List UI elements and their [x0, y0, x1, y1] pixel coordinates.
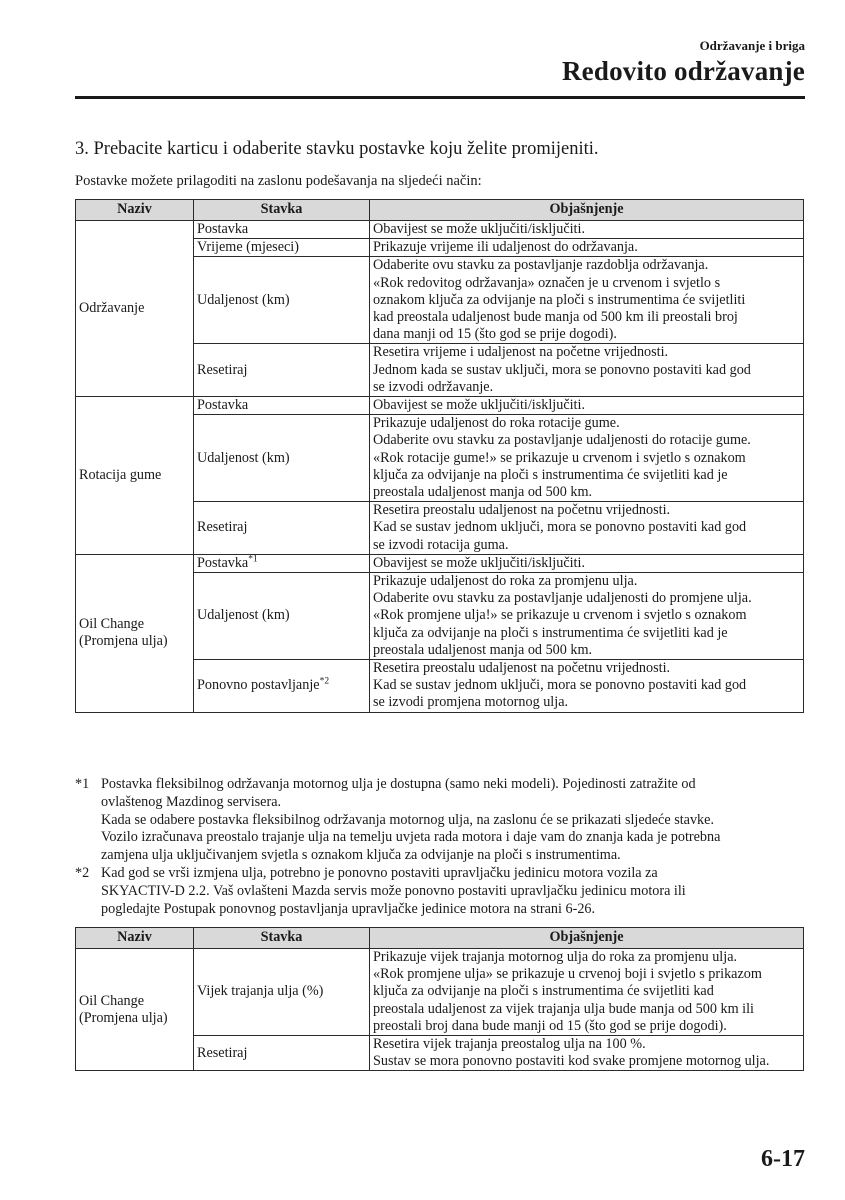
item-cell: Resetiraj: [194, 344, 370, 397]
description-line: Prikazuje udaljenost do roka za promjenu ulja.: [373, 573, 638, 590]
footnote-mark: *1: [75, 776, 90, 792]
description-cell: [370, 1036, 804, 1071]
description-cell: [370, 239, 804, 257]
oil-life-table: [75, 927, 804, 1071]
page-title: Redovito održavanje: [561, 56, 805, 86]
description-line: Prikazuje vijek trajanja motornog ulja do roka za promjenu ulja.: [373, 949, 738, 965]
footnote: [75, 776, 810, 865]
description-line: se izvodi rotacija guma.: [373, 536, 509, 553]
description-line: Prikazuje udaljenost do roka rotacije gume.: [373, 415, 620, 432]
item-cell: Vijek trajanja ulja (%): [194, 949, 370, 1036]
item-cell: Udaljenost (km): [194, 415, 370, 502]
description-line: Odaberite ovu stavku za postavljanje udaljenosti do promjene ulja.: [373, 590, 752, 607]
table-row: [76, 554, 804, 572]
description-line: preostala udaljenost manja od 500 km.: [373, 484, 593, 501]
group-name-cell: [76, 949, 194, 1071]
description-line: Sustav se mora ponovno postaviti kod svake promjene motornog ulja.: [373, 1053, 770, 1070]
column-header: Naziv: [76, 200, 194, 221]
description-line: «Rok promjene ulja» se prikazuje u crvenoj boji i svjetlo s prikazom: [373, 966, 762, 983]
description-line: «Rok rotacije gume!» se prikazuje u crvenom i svjetlo s oznakom: [373, 449, 746, 466]
item-cell: [194, 660, 370, 713]
description-line: Kad se sustav jednom uključi, mora se ponovno postaviti kad god: [373, 519, 747, 536]
table-row: [76, 221, 804, 239]
group-name-line: (Promjena ulja): [79, 633, 168, 650]
description-cell: [370, 554, 804, 572]
description-line: «Rok redovitog održavanja» označen je u crvenom i svjetlo s: [373, 274, 721, 291]
group-name-line: Oil Change: [79, 992, 145, 1009]
settings-table: [75, 199, 804, 713]
column-header: Objašnjenje: [370, 928, 804, 949]
description-cell: [370, 660, 804, 713]
group-name-line: (Promjena ulja): [79, 1009, 168, 1026]
description-line: oznakom ključa za odvijanje na ploči s instrumentima će svijetliti: [373, 291, 746, 308]
description-line: kad preostala udaljenost bude manja od 500 km ili preostali broj: [373, 309, 738, 326]
description-line: Resetira vrijeme i udaljenost na početne vrijednosti.: [373, 344, 669, 361]
step-instruction: 3. Prebacite karticu i odaberite stavku postavke koju želite promijeniti.: [75, 139, 599, 159]
description-line: Odaberite ovu stavku za postavljanje udaljenosti do rotacije gume.: [373, 432, 751, 449]
footnote-line: Kad god se vrši izmjena ulja, potrebno je ponovno postaviti upravljačku jedinicu motora vozila za: [101, 864, 658, 881]
item-cell: Udaljenost (km): [194, 257, 370, 344]
description-line: Prikazuje vrijeme ili udaljenost do održavanja.: [373, 239, 638, 256]
column-header: Stavka: [194, 928, 370, 949]
item-label: Postavka: [197, 554, 249, 571]
description-cell: [370, 344, 804, 397]
description-line: Kad se sustav jednom uključi, mora se ponovno postaviti kad god: [373, 677, 747, 694]
table-header-row: [76, 928, 804, 949]
description-line: Obavijest se može uključiti/isključiti.: [373, 397, 585, 414]
description-line: preostali broj dana bude manji od 15 (što god se prije dogodi).: [373, 1017, 727, 1034]
footnotes: [75, 776, 810, 918]
table-row: [76, 949, 804, 1036]
description-line: «Rok promjene ulja!» se prikazuje u crvenom i svjetlo s oznakom: [373, 607, 747, 624]
item-cell: Vrijeme (mjeseci): [194, 239, 370, 257]
description-cell: [370, 502, 804, 555]
footnote: [75, 865, 810, 918]
item-cell: Resetiraj: [194, 1036, 370, 1071]
column-header: Objašnjenje: [370, 200, 804, 221]
description-line: se izvodi održavanje.: [373, 378, 494, 395]
description-cell: [370, 257, 804, 344]
item-cell: Postavka: [194, 397, 370, 415]
table-header-row: [76, 200, 804, 221]
footnote-mark: *2: [75, 864, 90, 881]
intro-text: Postavke možete prilagoditi na zaslonu podešavanja na sljedeći način:: [75, 173, 482, 189]
footnote-ref: *1: [248, 554, 258, 565]
description-line: Obavijest se može uključiti/isključiti.: [373, 221, 585, 237]
footnote-line: Kada se odabere postavka fleksibilnog održavanja motornog ulja, na zaslonu će se prikazati sljedeće stavke.: [101, 811, 714, 828]
description-line: preostala udaljenost manja od 500 km.: [373, 641, 593, 658]
description-cell: [370, 221, 804, 239]
table-row: [76, 397, 804, 415]
description-line: Jednom kada se sustav uključi, mora se ponovno postaviti kad god: [373, 361, 751, 378]
footnote-line: ovlaštenog Mazdinog servisera.: [101, 793, 282, 810]
footnote-ref: *2: [319, 676, 330, 687]
footnote-body: [101, 865, 810, 918]
description-line: se izvodi promjena motornog ulja.: [373, 694, 569, 711]
footnote-line: Postavka fleksibilnog održavanja motornog ulja je dostupna (samo neki modeli). Pojedinosti zatražite od: [101, 776, 696, 792]
description-cell: [370, 397, 804, 415]
item-label: Ponovno postavljanje: [197, 677, 320, 694]
item-cell: Udaljenost (km): [194, 573, 370, 660]
item-cell: [194, 554, 370, 572]
footnote-line: pogledajte Postupak ponovnog postavljanja upravljačke jedinice motora na strani 6-26.: [101, 900, 596, 917]
title-divider: [75, 96, 805, 99]
description-cell: [370, 415, 804, 502]
description-line: ključa za odvijanje na ploči s instrumentima će svijetliti kad je: [373, 466, 728, 483]
page-number: 6-17: [761, 1146, 805, 1172]
description-line: Resetira preostalu udaljenost na početnu vrijednosti.: [373, 660, 671, 677]
description-line: ključa za odvijanje na ploči s instrumentima će svijetliti kad: [373, 983, 714, 1000]
description-line: Resetira vijek trajanja preostalog ulja na 100 %.: [373, 1036, 646, 1053]
description-line: Resetira preostalu udaljenost na početnu vrijednosti.: [373, 502, 671, 519]
item-cell: Resetiraj: [194, 502, 370, 555]
description-cell: [370, 949, 804, 1036]
group-name-cell: Rotacija gume: [76, 397, 194, 555]
footnote-line: Vozilo izračunava preostalo trajanje ulja na temelju uvjeta rada motora i daje vam do znanja kada je potrebna: [101, 829, 721, 846]
footnote-line: zamjena ulja uključivanjem svjetla s oznakom ključa za odvijanje na ploči s instrumentima.: [101, 847, 621, 864]
section-label: Održavanje i briga: [699, 38, 805, 53]
column-header: Stavka: [194, 200, 370, 221]
description-line: ključa za odvijanje na ploči s instrumentima će svijetliti kad je: [373, 624, 728, 641]
description-line: preostala udaljenost za vijek trajanja ulja bude manja od 500 km ili: [373, 1000, 754, 1017]
item-cell: Postavka: [194, 221, 370, 239]
column-header: Naziv: [76, 928, 194, 949]
footnote-body: [101, 776, 810, 865]
description-cell: [370, 573, 804, 660]
footnote-line: SKYACTIV-D 2.2. Vaš ovlašteni Mazda servis može ponovno postaviti upravljačku jedinicu motora ili: [101, 882, 686, 899]
description-line: dana manji od 15 (što god se prije dogodi).: [373, 326, 617, 343]
description-line: Obavijest se može uključiti/isključiti.: [373, 554, 585, 571]
group-name-cell: [76, 554, 194, 712]
description-line: Odaberite ovu stavku za postavljanje razdoblja održavanja.: [373, 257, 709, 274]
group-name-cell: Održavanje: [76, 221, 194, 397]
group-name-line: Oil Change: [79, 616, 145, 633]
